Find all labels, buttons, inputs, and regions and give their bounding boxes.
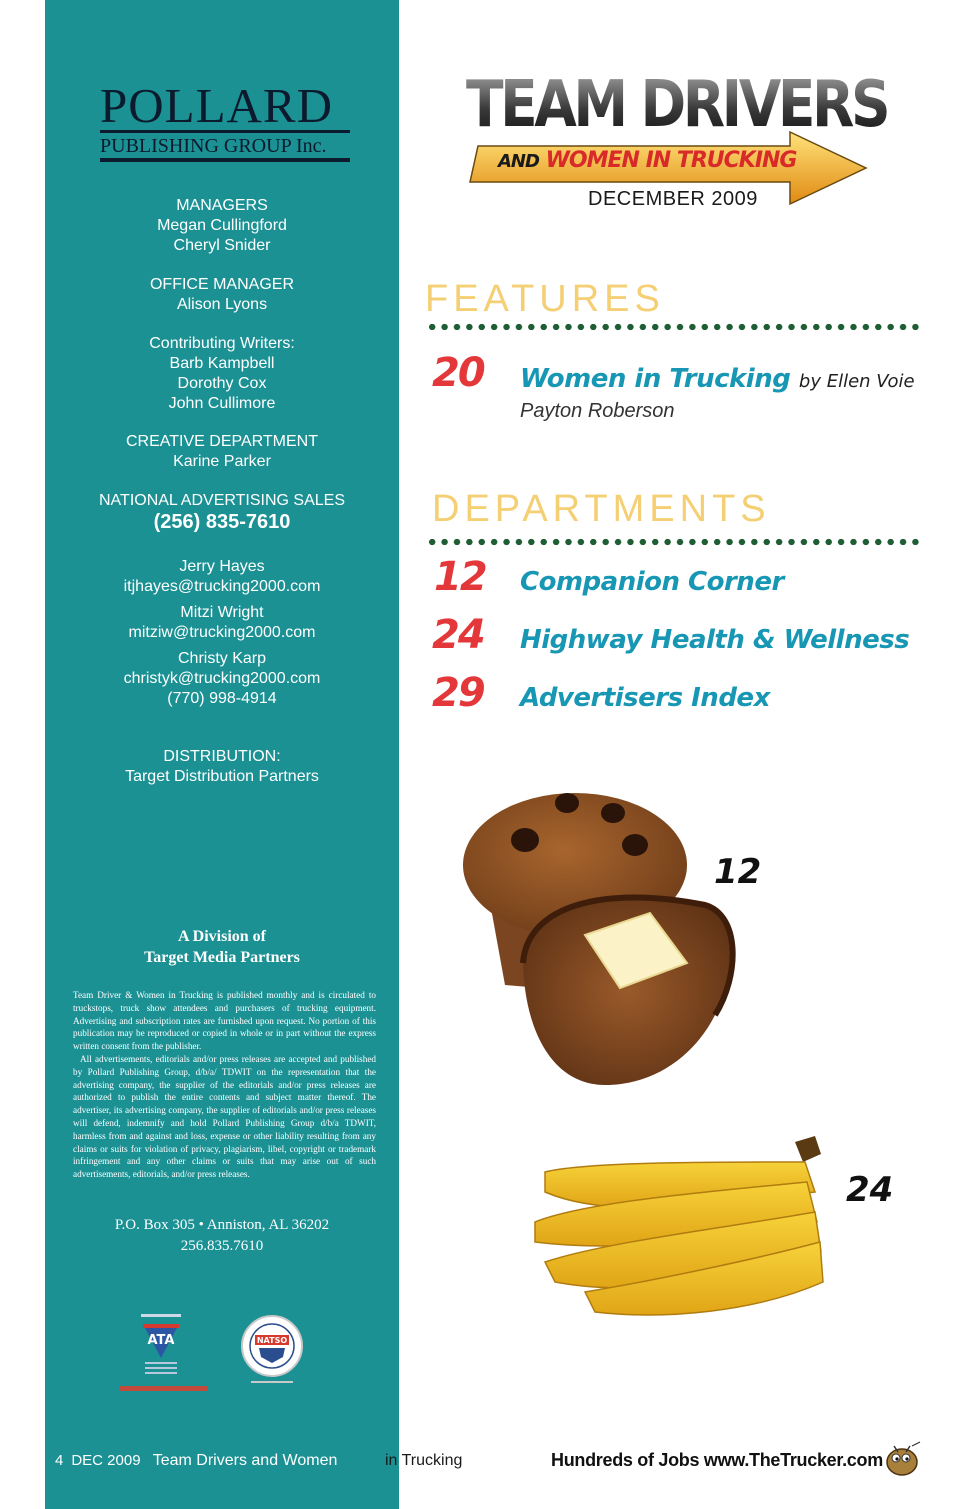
address-phone: 256.835.7610 (180, 1238, 264, 1254)
department-page-number: 12 (434, 554, 486, 600)
footer-publication: Team Drivers and Women (152, 1452, 338, 1469)
feature-item[interactable] (520, 364, 915, 394)
creative-name: Karine Parker (173, 453, 271, 470)
creative-block (45, 432, 399, 472)
bug-mascot-icon (882, 1440, 922, 1478)
office-manager-block (45, 275, 399, 315)
footer-date: DEC 2009 (71, 1452, 141, 1469)
legal-paragraph: Team Driver & Women in Trucking is published monthly and is circulated to truckstops, truck show attendees and purchasers of trucking equipment. Advertising and subscription rates are furnished upon request. No portion of this publication may be reproduced or copied in whole or in part without the express written consent from the publisher. (73, 990, 376, 1052)
natso-wordmark: NATSO (256, 1336, 288, 1345)
feature-title[interactable]: Women in Trucking (520, 364, 791, 394)
contact-email[interactable]: itjhayes@trucking2000.com (123, 578, 321, 595)
masthead-subtitle (498, 148, 797, 173)
footer-jobs-link[interactable]: Hundreds of Jobs www.TheTrucker.com (551, 1450, 883, 1470)
features-dot-rule (426, 322, 920, 332)
creative-heading: CREATIVE DEPARTMENT (125, 433, 319, 450)
mailing-address (45, 1215, 399, 1257)
contact-phone: (770) 998-4914 (167, 690, 277, 707)
writer-name: Barb Kampbell (169, 355, 275, 372)
sales-phone: (256) 835-7610 (153, 511, 291, 533)
departments-dot-rule (426, 537, 920, 547)
managers-heading: MANAGERS (176, 197, 268, 214)
banana-page-number: 24 (846, 1170, 894, 1210)
feature-page-number: 20 (432, 350, 484, 396)
department-title[interactable]: Advertisers Index (520, 683, 770, 713)
sales-heading: NATIONAL ADVERTISING SALES (99, 492, 345, 509)
contact-name: Jerry Hayes (179, 558, 265, 575)
departments-heading: DEPARTMENTS (432, 488, 771, 530)
office-manager-heading: OFFICE MANAGER (149, 276, 294, 293)
issue-date: DECEMBER 2009 (588, 188, 758, 210)
features-heading: FEATURES (425, 278, 665, 320)
publisher-logo (100, 78, 350, 162)
sidebar (45, 0, 399, 1509)
contact-email[interactable]: mitziw@trucking2000.com (128, 624, 316, 641)
writers-heading: Contributing Writers: (149, 335, 295, 352)
muffin-page-number: 12 (714, 852, 762, 892)
contact-name: Mitzi Wright (180, 604, 264, 621)
contact-email[interactable]: christyk@trucking2000.com (123, 670, 321, 687)
feature-second-author: Payton Roberson (520, 400, 675, 422)
department-page-number: 29 (432, 670, 484, 716)
department-title[interactable]: Companion Corner (520, 567, 784, 597)
manager-name: Cheryl Snider (173, 237, 271, 254)
ata-wordmark: ATA (147, 1333, 175, 1348)
office-manager-name: Alison Lyons (176, 296, 268, 313)
managers-block (45, 196, 399, 256)
distribution-name: Target Distribution Partners (125, 768, 319, 785)
masthead (460, 68, 888, 208)
distribution-heading: DISTRIBUTION: (163, 748, 281, 765)
sales-contacts (45, 557, 399, 709)
writer-name: John Cullimore (168, 395, 276, 412)
logo-subtitle: PUBLISHING GROUP Inc. (100, 130, 350, 162)
manager-name: Megan Cullingford (157, 217, 287, 234)
contact-name: Christy Karp (177, 650, 267, 667)
writer-name: Dorothy Cox (177, 375, 267, 392)
division-line2: Target Media Partners (144, 949, 300, 966)
footer-publication-tail-text: in Trucking (385, 1452, 463, 1469)
muffin-photo (455, 785, 745, 1090)
masthead-title: TEAM DRIVERS (466, 68, 888, 142)
legal-notice (73, 989, 376, 1181)
division-line1: A Division of (177, 928, 266, 945)
natso-member-badge (239, 1313, 305, 1387)
sales-block (45, 491, 399, 533)
department-page-number: 24 (432, 612, 484, 658)
legal-paragraph: All advertisements, editorials and/or press releases are accepted and published by Pollard Publishing Group, d/b/a/ TDWIT on the representation that the advertising company, the supplier of the editorials and/or press releases are authorized to publish the entire contents and subject matter thereof. The advertiser, its advertising company, the supplier of editorials and/or press releases will defend, indemnify and hold Pollard Publishing Group d/b/a TDWIT, harmless from and against and loss, expense or other liability resulting from any claims or suits for violation of privacy, plagiarism, libel, copyright or trademark infringement and any other claims or suits that may arise out of such advertisements, editorials, and/or press releases. (73, 1053, 376, 1180)
division-credit (45, 926, 399, 968)
logo-wordmark: POLLARD (100, 78, 333, 133)
writers-block (45, 334, 399, 414)
distribution-block (45, 747, 399, 787)
feature-byline: by Ellen Voie (798, 371, 915, 392)
ata-logo-icon (115, 1310, 211, 1396)
page-footer-left (55, 1452, 337, 1470)
address-line: P.O. Box 305 • Anniston, AL 36202 (114, 1217, 330, 1233)
page-number: 4 (55, 1452, 64, 1469)
masthead-and: AND (498, 151, 539, 172)
department-title[interactable]: Highway Health & Wellness (520, 625, 910, 655)
banana-photo (525, 1132, 830, 1322)
footer-publication-tail (385, 1452, 462, 1470)
ata-member-badge (115, 1310, 211, 1396)
masthead-women: WOMEN IN TRUCKING (545, 148, 797, 173)
natso-logo-icon (239, 1313, 305, 1387)
